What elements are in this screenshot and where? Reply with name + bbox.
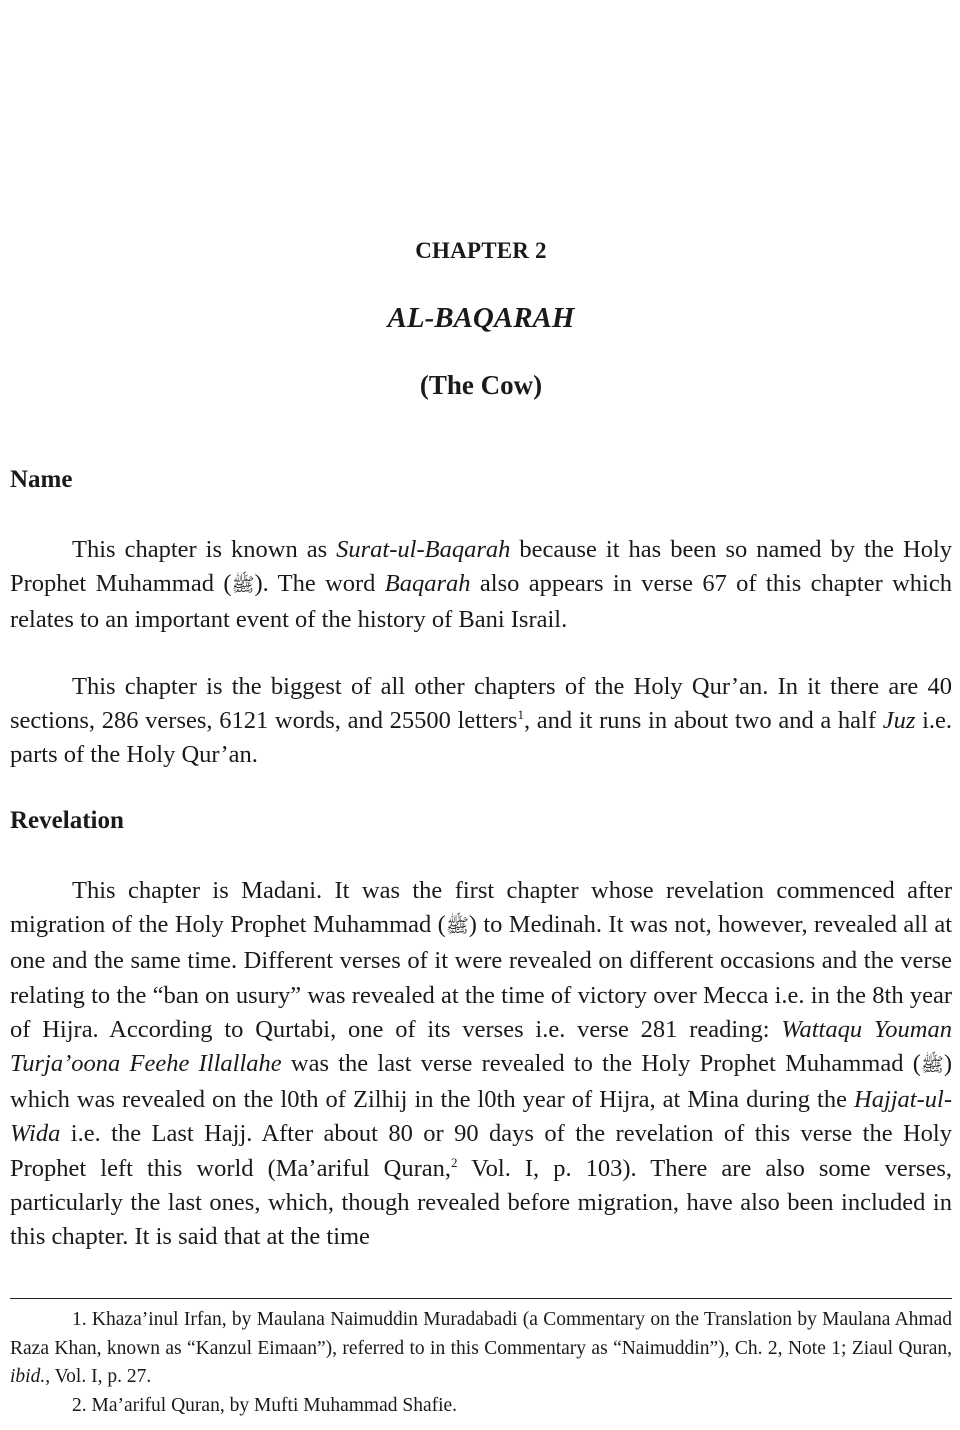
paragraph-name-2: This chapter is the biggest of all other chapters of the Holy Qur’an. In it there are 40 sections, 286 verses, 6121 words, and 25500 letters$^1$, and it runs in about two and a half Juz i.e. parts of the Holy Qur’an. <box>10 673 953 769</box>
paragraph-revelation-1: This chapter is Madani. It was the first chapter whose revelation commenced after migration of the Holy Prophet Muhammad (ﷺ) to Medinah. It was not, however, revealed all at one and the same time. Different verses of it were revealed on different occasions and the verse relating to the “ban on usury” was revealed at the time of victory over Mecca i.e. in the 8th year of Hijra. According to Qurtabi, one of its verses i.e. verse 281 reading: Wattaqu Youman Turja’oona Feehe Illallahe was the last verse revealed to the Holy Prophet Muhammad (ﷺ) which was revealed on the l0th of Zilhij in the l0th year of Hijra, at Mina during the Hajjat-ul-Wida i.e. the Last Hajj. After about 80 or 90 days of the revelation of this verse the Holy Prophet left this world (Ma’ariful Quran,$^2$ Vol. I, p. 103). There are also some verses, particularly the last ones, which, though revealed before migration, have also been included in this chapter. It is said that at the time <box>10 877 953 1251</box>
chapter-label: CHAPTER 2 <box>415 238 547 263</box>
footnotes <box>10 1306 952 1420</box>
paragraph-name-1: This chapter is known as Surat-ul-Baqarah because it has been so named by the Holy Prophet Muhammad (ﷺ). The word Baqarah also appears in verse 67 of this chapter which relates to an important event of the history of Bani Israil. <box>10 536 953 634</box>
footnote-1: 1. Khaza’inul Irfan, by Maulana Naimuddin Muradabadi (a Commentary on the Translation by Maulana Ahmad Raza Khan, known as “Kanzul Eimaan”), referred to in this Commentary as “Naimuddin”), Ch. 2, Note 1; Ziaul Quran, ibid., Vol. I, p. 27. <box>10 1309 952 1388</box>
pbuh-glyph: ﷺ <box>231 575 255 597</box>
chapter-subtitle: (The Cow) <box>419 370 543 400</box>
footnote-ref-2: 2 <box>451 1154 458 1170</box>
footnote-ref-1: 1 <box>517 707 524 723</box>
chapter-title: AL-BAQARAH <box>387 302 575 334</box>
section-heading-name: Name <box>10 466 73 493</box>
pbuh-glyph: ﷺ <box>445 916 469 938</box>
section-heading-revelation: Revelation <box>10 807 124 834</box>
pbuh-glyph: ﷺ <box>920 1055 944 1077</box>
footnote-divider <box>10 1298 952 1299</box>
footnote-2: 2. Ma’ariful Quran, by Mufti Muhammad Shafie. <box>72 1394 458 1416</box>
document-page <box>10 0 952 1430</box>
